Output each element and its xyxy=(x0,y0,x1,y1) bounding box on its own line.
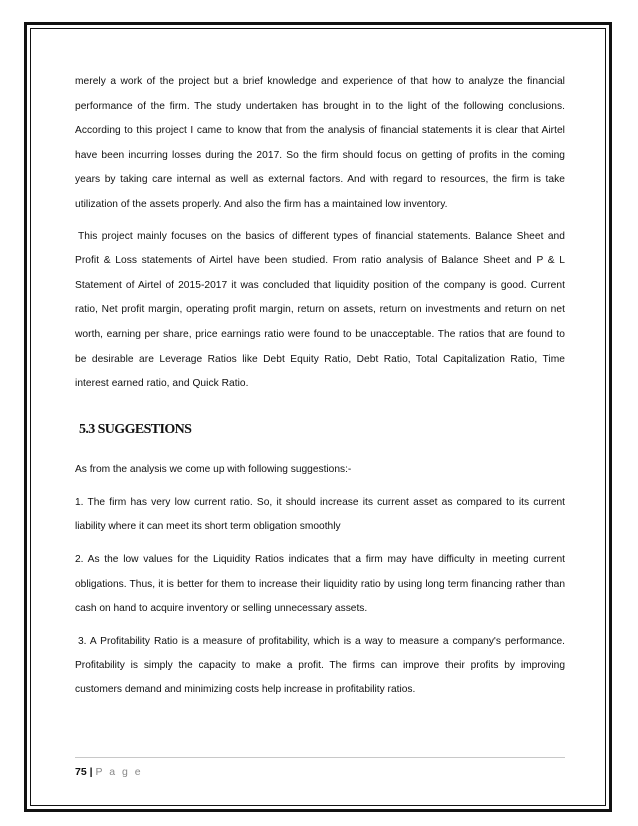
suggestion-item-3: 3. A Profitability Ratio is a measure of profitability, which is a way to measure a company's performance. Profitability is simply the capacity to make a profit. The firms can improve their profits by improving customers demand and minimizing costs help increase in profitability ratios. xyxy=(75,635,565,696)
page-number: 75 xyxy=(75,766,87,778)
conclusion-paragraph-1: merely a work of the project but a brief knowledge and experience of that how to analyze the financial performance of the firm. The study undertaken has brought in to the light of the following conclusions. According to this project I came to know that from the analysis of financial statements it is clear that Airtel have been incurring losses during the 2017. So the firm should focus on getting of profits in the coming years by taking care internal as well as external factors. And with regard to resources, the firm is take utilization of the assets properly. And also the firm has a maintained low inventory. xyxy=(75,76,565,210)
page-content xyxy=(75,70,565,712)
page-footer xyxy=(75,757,565,786)
suggestion-item-2: 2. As the low values for the Liquidity Ratios indicates that a firm may have difficulty in meeting current obligations. Thus, it is better for them to increase their liquidity ratio by using long term financing rather than cash on hand to acquire inventory or selling unnecessary assets. xyxy=(75,554,565,614)
suggestion-item-1: 1. The firm has very low current ratio. So, it should increase its current asset as compared to its current liability where it can meet its short term obligation smoothly xyxy=(75,496,565,533)
conclusion-paragraph-2: This project mainly focuses on the basics of different types of financial statements. Balance Sheet and Profit & Loss statements of Airtel have been studied. From ratio analysis of Balance Sheet and P & L Statement of Airtel of 2015-2017 it was concluded that liquidity position of the company is good. Current ratio, Net profit margin, operating profit margin, return on assets, return on investments and return on net worth, earning per share, price earnings ratio were found to be unacceptable. The ratios that are found to be desirable are Leverage Ratios like Debt Equity Ratio, Debt Ratio, Total Capitalization Ratio, Time interest earned ratio, and Quick Ratio. xyxy=(75,230,565,390)
footer-separator: | xyxy=(89,766,93,778)
page-label: P a g e xyxy=(95,766,143,778)
suggestions-intro: As from the analysis we come up with following suggestions:- xyxy=(75,463,352,475)
section-heading-suggestions: 5.3 SUGGESTIONS xyxy=(79,421,192,437)
